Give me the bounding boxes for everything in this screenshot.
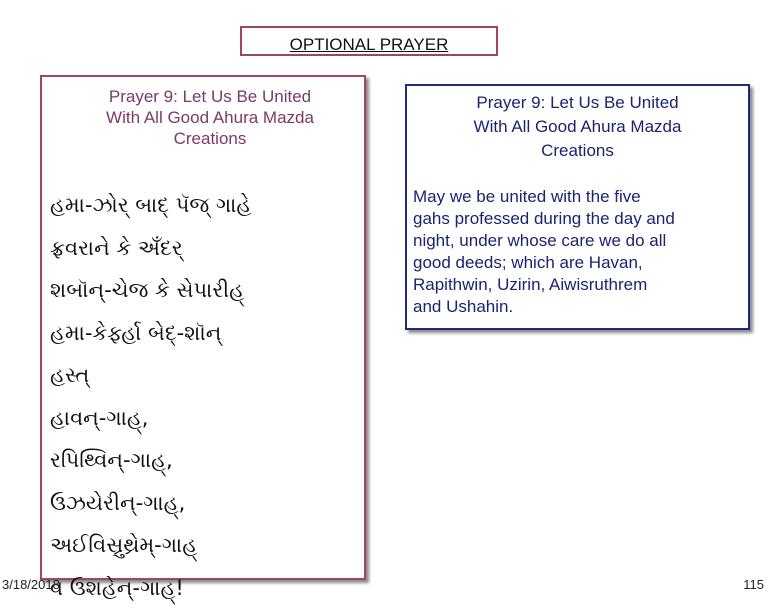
gujarati-line: વ ઉશહેન્-ગાહ્! — [50, 567, 370, 609]
left-heading-line-3: Creations — [70, 128, 350, 149]
translation-line: and Ushahin. — [413, 296, 748, 318]
right-heading-line-3: Creations — [425, 139, 730, 163]
left-heading-line-1: Prayer 9: Let Us Be United — [70, 86, 350, 107]
gujarati-line: હસ્ત્ — [50, 354, 370, 397]
translation-line: May we be united with the five — [413, 186, 748, 208]
translation-line: night, under whose care we do all — [413, 230, 748, 252]
gujarati-line: ફ્રવરાને કે અઁદર્ — [50, 227, 370, 270]
gujarati-prayer-text — [50, 184, 370, 609]
gujarati-line: શબૉન્-ચેજ કે સેપારીહ્ — [50, 269, 370, 312]
page-title: OPTIONAL PRAYER — [242, 35, 496, 55]
translation-line: gahs professed during the day and — [413, 208, 748, 230]
right-heading-line-1: Prayer 9: Let Us Be United — [425, 91, 730, 115]
page-number: 115 — [743, 577, 764, 592]
gujarati-line: હમા-કેર્ફ્હા બેદ્-શૉન્ — [50, 312, 370, 355]
gujarati-line: હાવન્-ગાહ્, — [50, 397, 370, 440]
gujarati-line: હમા-ઝોર્ બાદ્ પૅજ્ ગાહે — [50, 184, 370, 227]
footer-date: 3/18/2018 — [2, 577, 60, 592]
title-box — [240, 26, 498, 56]
left-heading-line-2: With All Good Ahura Mazda — [70, 107, 350, 128]
right-heading — [425, 91, 730, 163]
gujarati-line: ઉઝયેરીન્-ગાહ્, — [50, 482, 370, 525]
gujarati-line: અઈવિસ્રુથ્રેમ્-ગાહ્ — [50, 524, 370, 567]
right-heading-line-2: With All Good Ahura Mazda — [425, 115, 730, 139]
english-translation — [413, 186, 748, 318]
translation-line: good deeds; which are Havan, — [413, 252, 748, 274]
left-heading — [70, 86, 350, 149]
translation-line: Rapithwin, Uzirin, Aiwisruthrem — [413, 274, 748, 296]
gujarati-line: રપિથ્વિન્-ગાહ્, — [50, 439, 370, 482]
